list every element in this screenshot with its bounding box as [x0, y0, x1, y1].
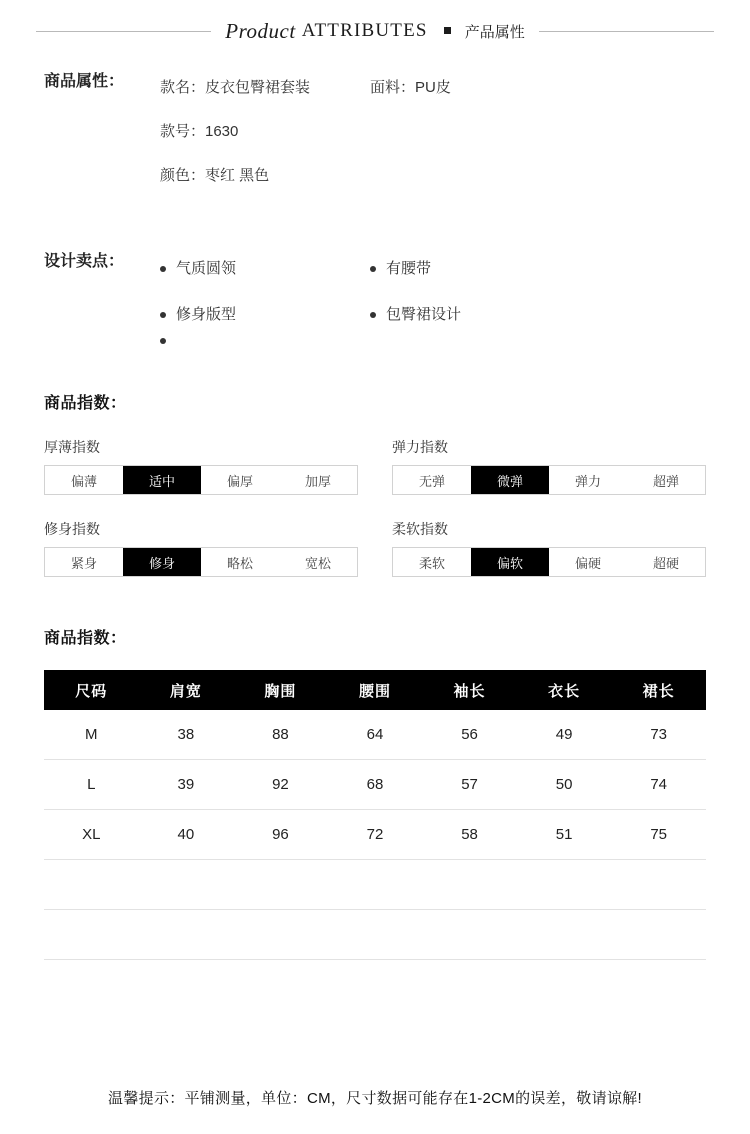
cell-length: 50: [517, 760, 612, 810]
attribute-name: 款名：皮衣包臀裙套装: [160, 79, 311, 96]
product-attributes-block: [0, 44, 750, 198]
selling-point-label: 有腰带: [386, 260, 432, 277]
index-group-title: 厚薄指数: [44, 439, 100, 455]
index-option[interactable]: 超硬: [627, 548, 705, 576]
index-option[interactable]: 弹力: [549, 466, 627, 494]
header-rule-left: [36, 31, 211, 32]
table-row-empty: [44, 860, 706, 910]
cell-size: XL: [44, 810, 139, 860]
cell-waist: 68: [328, 760, 423, 810]
selling-point-item: [370, 246, 580, 292]
bullet-dot-icon: [370, 266, 376, 272]
cell-size: M: [44, 710, 139, 760]
column-header-waist: 腰围: [328, 670, 423, 710]
cell-sleeve: 58: [422, 810, 517, 860]
size-table-block: [0, 577, 750, 960]
column-header-bust: 胸围: [233, 670, 328, 710]
selling-points-grid: [160, 246, 590, 344]
cell-skirt-length: 74: [611, 760, 706, 810]
index-group-elasticity: [392, 437, 706, 495]
column-header-skirt-length: 裙长: [611, 670, 706, 710]
index-group-thickness: [44, 437, 358, 495]
cell-bust: 92: [233, 760, 328, 810]
title-en-caps: ATTRIBUTES: [301, 20, 428, 41]
selling-point-label: 气质圆领: [176, 260, 237, 277]
cell-sleeve: 57: [422, 760, 517, 810]
bullet-dot-icon: [160, 266, 166, 272]
table-row-empty: [44, 910, 706, 960]
attribute-row: [160, 66, 750, 110]
attribute-material: 面料：PU皮: [370, 79, 451, 96]
index-option[interactable]: 偏厚: [201, 466, 279, 494]
index-option-bar: [44, 465, 358, 495]
square-bullet-icon: [444, 27, 451, 34]
index-option-bar: [392, 547, 706, 577]
header-rule-right: [539, 31, 714, 32]
cell-length: 49: [517, 710, 612, 760]
column-header-sleeve: 袖长: [422, 670, 517, 710]
index-option[interactable]: 偏硬: [549, 548, 627, 576]
selling-point-label: 修身版型: [176, 306, 237, 323]
cell-waist: 64: [328, 710, 423, 760]
attributes-label: 商品属性：: [44, 73, 125, 90]
column-header-length: 衣长: [517, 670, 612, 710]
bullet-dot-icon: [370, 312, 376, 318]
selling-point-label: 包臀裙设计: [386, 306, 462, 323]
selling-points-label: 设计卖点：: [44, 253, 125, 270]
index-option-selected[interactable]: 偏软: [471, 548, 549, 576]
attributes-rows: [160, 66, 750, 198]
product-indices-block: [0, 344, 750, 577]
title-cn: 产品属性: [464, 23, 525, 41]
index-option-selected[interactable]: 修身: [123, 548, 201, 576]
selling-point-item: [160, 246, 370, 292]
index-option[interactable]: 加厚: [279, 466, 357, 494]
table-row: [44, 710, 706, 760]
index-option[interactable]: 略松: [201, 548, 279, 576]
index-group-softness: [392, 519, 706, 577]
cell-bust: 88: [233, 710, 328, 760]
index-option[interactable]: 偏薄: [45, 466, 123, 494]
size-table: [44, 670, 706, 960]
index-option[interactable]: 宽松: [279, 548, 357, 576]
indices-label: 商品指数：: [44, 395, 127, 412]
cell-shoulder: 39: [139, 760, 234, 810]
index-option[interactable]: 无弹: [393, 466, 471, 494]
selling-point-item: [160, 338, 370, 344]
page-title: [211, 19, 538, 44]
attribute-style-no: 款号：1630: [160, 123, 239, 140]
bullet-dot-icon: [160, 338, 166, 344]
attribute-row: [160, 110, 750, 154]
cell-sleeve: 56: [422, 710, 517, 760]
index-option-bar: [392, 465, 706, 495]
cell-skirt-length: 73: [611, 710, 706, 760]
index-option-selected[interactable]: 适中: [123, 466, 201, 494]
size-table-header-row: [44, 670, 706, 710]
footer-note: 温馨提示：平铺测量，单位：CM，尺寸数据可能存在1-2CM的误差，敬请谅解!: [108, 1090, 642, 1107]
cell-shoulder: 40: [139, 810, 234, 860]
size-table-body: [44, 710, 706, 960]
index-group-fit: [44, 519, 358, 577]
attribute-row: [160, 154, 750, 198]
index-option[interactable]: 紧身: [45, 548, 123, 576]
index-option[interactable]: 超弹: [627, 466, 705, 494]
index-group-title: 柔软指数: [392, 521, 448, 537]
column-header-shoulder: 肩宽: [139, 670, 234, 710]
title-en-italic: Product: [225, 18, 296, 43]
size-table-label: 商品指数：: [44, 630, 127, 647]
cell-length: 51: [517, 810, 612, 860]
size-table-head: [44, 670, 706, 710]
bullet-dot-icon: [160, 312, 166, 318]
cell-waist: 72: [328, 810, 423, 860]
index-group-title: 弹力指数: [392, 439, 448, 455]
page-header: [0, 0, 750, 44]
indices-grid: [44, 437, 706, 577]
attribute-color: 颜色：枣红 黑色: [160, 167, 270, 184]
indices-column-right: [392, 437, 706, 577]
index-option-selected[interactable]: 微弹: [471, 466, 549, 494]
indices-column-left: [44, 437, 358, 577]
index-option-bar: [44, 547, 358, 577]
cell-shoulder: 38: [139, 710, 234, 760]
cell-bust: 96: [233, 810, 328, 860]
index-option[interactable]: 柔软: [393, 548, 471, 576]
index-group-title: 修身指数: [44, 521, 100, 537]
column-header-size: 尺码: [44, 670, 139, 710]
selling-point-item: [160, 292, 370, 338]
table-row: [44, 810, 706, 860]
table-row: [44, 760, 706, 810]
cell-size: L: [44, 760, 139, 810]
selling-point-item: [370, 292, 580, 338]
selling-points-block: [0, 198, 750, 344]
cell-skirt-length: 75: [611, 810, 706, 860]
